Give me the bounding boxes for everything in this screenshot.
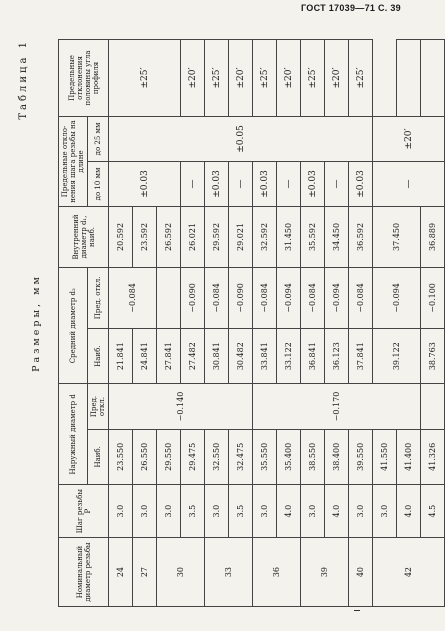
cell-profile: ±20′ [325, 40, 349, 117]
table-caption: Размеры, мм [31, 274, 42, 372]
cell-nominal: 40 [349, 538, 373, 607]
cell-profile: ±20′ [229, 40, 253, 117]
table-row [109, 40, 133, 607]
cell-inner: 34.450 [325, 206, 349, 267]
cell-mean-tol: −0.094 [373, 267, 421, 328]
cell-mean: 37.841 [349, 328, 373, 384]
cell-mean-tol: −0.090 [229, 267, 253, 328]
page-mark [354, 610, 360, 611]
col-outer-nom: Наиб. [88, 429, 109, 485]
table-title: Таблица 1 [18, 39, 29, 120]
cell-dev10: ±0.03 [349, 161, 373, 206]
cell-outer: 35.550 [253, 429, 277, 485]
cell-mean-tol [157, 267, 181, 328]
cell-mean: 30.841 [205, 328, 229, 384]
cell-nominal: 33 [205, 538, 253, 607]
cell-outer: 32.475 [229, 429, 253, 485]
cell-pitch: 3.0 [349, 485, 373, 538]
cell-dev10: — [373, 161, 445, 206]
cell-dev10: ±0.03 [109, 161, 181, 206]
col-pitch-dev: Предельные откло-нения шага резьбы на длине [59, 116, 88, 206]
cell-mean-tol: −0.084 [253, 267, 277, 328]
cell-inner: 31.450 [277, 206, 301, 267]
cell-dev25 [421, 40, 445, 117]
cell-mean: 27.482 [181, 328, 205, 384]
cell-outer: 32.550 [205, 429, 229, 485]
cell-profile: ±20′ [373, 116, 445, 161]
cell-dev10: — [229, 161, 253, 206]
cell-inner: 32.592 [253, 206, 277, 267]
cell-pitch: 3.0 [109, 485, 133, 538]
cell-profile: ±25′ [109, 40, 181, 117]
cell-mean-tol: −0.100 [421, 267, 445, 328]
cell-mean: 38.763 [421, 328, 445, 384]
cell-mean: 21.841 [109, 328, 133, 384]
cell-pitch: 3.0 [157, 485, 181, 538]
cell-pitch: 3.5 [229, 485, 253, 538]
table-row [373, 40, 397, 607]
cell-mean-tol: −0.084 [109, 267, 157, 328]
col-mean-tol: Пред. откл. [88, 267, 109, 328]
cell-profile: ±25′ [253, 40, 277, 117]
cell-inner: 20.592 [109, 206, 133, 267]
cell-mean: 24.841 [133, 328, 157, 384]
cell-profile: ±20′ [277, 40, 301, 117]
cell-inner: 26.021 [181, 206, 205, 267]
cell-mean: 36.123 [325, 328, 349, 384]
cell-outer-tol [397, 40, 421, 117]
cell-outer-tol [421, 384, 445, 429]
cell-pitch: 3.0 [205, 485, 229, 538]
cell-pitch: 3.0 [253, 485, 277, 538]
cell-profile: ±20′ [181, 40, 205, 117]
cell-outer: 29.550 [157, 429, 181, 485]
rotated-table-stage [18, 39, 437, 607]
cell-inner: 36.889 [421, 206, 445, 267]
cell-pitch: 4.0 [397, 485, 421, 538]
cell-outer: 39.550 [349, 429, 373, 485]
cell-inner: 37.450 [373, 206, 421, 267]
cell-dev10: ±0.03 [301, 161, 325, 206]
cell-pitch: 3.5 [181, 485, 205, 538]
col-mean-nom: Наиб. [88, 328, 109, 384]
col-outer-tol: Пред. откл. [88, 384, 109, 429]
cell-dev10: ±0.03 [253, 161, 277, 206]
cell-pitch: 4.0 [325, 485, 349, 538]
cell-outer: 41.400 [397, 429, 421, 485]
cell-dev25: ±0.05 [109, 116, 373, 161]
cell-mean: 30.482 [229, 328, 253, 384]
cell-profile: ±25′ [301, 40, 325, 117]
col-dev25: до 25 мм [88, 116, 109, 161]
cell-mean: 33.122 [277, 328, 301, 384]
cell-profile: ±25′ [349, 40, 373, 117]
cell-pitch: 3.0 [301, 485, 325, 538]
cell-mean: 36.841 [301, 328, 325, 384]
cell-inner: 29.592 [205, 206, 229, 267]
cell-pitch: 3.0 [133, 485, 157, 538]
cell-pitch: 3.0 [373, 485, 397, 538]
cell-nominal: 39 [301, 538, 349, 607]
cell-inner: 29.021 [229, 206, 253, 267]
cell-outer: 41.326 [421, 429, 445, 485]
cell-dev10: — [277, 161, 301, 206]
col-outer: Наружный диаметр d [59, 384, 88, 485]
col-dev10: до 10 мм [88, 161, 109, 206]
cell-mean: 33.841 [253, 328, 277, 384]
col-profile: Предельные отклонения половины угла профиля [59, 40, 109, 117]
cell-outer: 41.550 [373, 429, 397, 485]
cell-pitch: 4.5 [421, 485, 445, 538]
col-mean: Средний диаметр d₂ [59, 267, 88, 384]
cell-mean: 27.841 [157, 328, 181, 384]
cell-profile: ±25′ [205, 40, 229, 117]
cell-mean-tol: −0.094 [277, 267, 301, 328]
cell-outer: 29.475 [181, 429, 205, 485]
cell-mean-tol: −0.084 [349, 267, 373, 328]
cell-nominal: 30 [157, 538, 205, 607]
cell-mean-tol: −0.084 [301, 267, 325, 328]
cell-mean-tol: −0.084 [205, 267, 229, 328]
cell-nominal: 27 [133, 538, 157, 607]
cell-nominal: 42 [373, 538, 445, 607]
thread-dimensions-table [58, 39, 445, 607]
cell-outer: 26.550 [133, 429, 157, 485]
cell-outer: 38.400 [325, 429, 349, 485]
cell-outer-tol: −0.170 [253, 384, 421, 429]
cell-inner: 23.592 [133, 206, 157, 267]
cell-outer: 23.550 [109, 429, 133, 485]
cell-mean-tol: −0.090 [181, 267, 205, 328]
cell-nominal: 36 [253, 538, 301, 607]
cell-pitch: 4.0 [277, 485, 301, 538]
cell-dev10: ±0.03 [205, 161, 229, 206]
cell-nominal: 24 [109, 538, 133, 607]
cell-inner: 35.592 [301, 206, 325, 267]
cell-mean: 39.122 [373, 328, 421, 384]
col-pitch: Шаг резьбы P [59, 485, 109, 538]
cell-dev10: — [325, 161, 349, 206]
cell-outer: 38.550 [301, 429, 325, 485]
cell-outer: 35.400 [277, 429, 301, 485]
col-inner: Внутренний диаметр d₁, наиб. [59, 206, 109, 267]
cell-mean-tol: −0.094 [325, 267, 349, 328]
cell-inner: 26.592 [157, 206, 181, 267]
cell-outer-tol: −0.140 [109, 384, 253, 429]
cell-dev10: — [181, 161, 205, 206]
cell-inner: 36.592 [349, 206, 373, 267]
col-nominal: Номинальный диаметр резьбы [59, 538, 109, 607]
page-header: ГОСТ 17039—71 С. 39 [300, 3, 401, 13]
